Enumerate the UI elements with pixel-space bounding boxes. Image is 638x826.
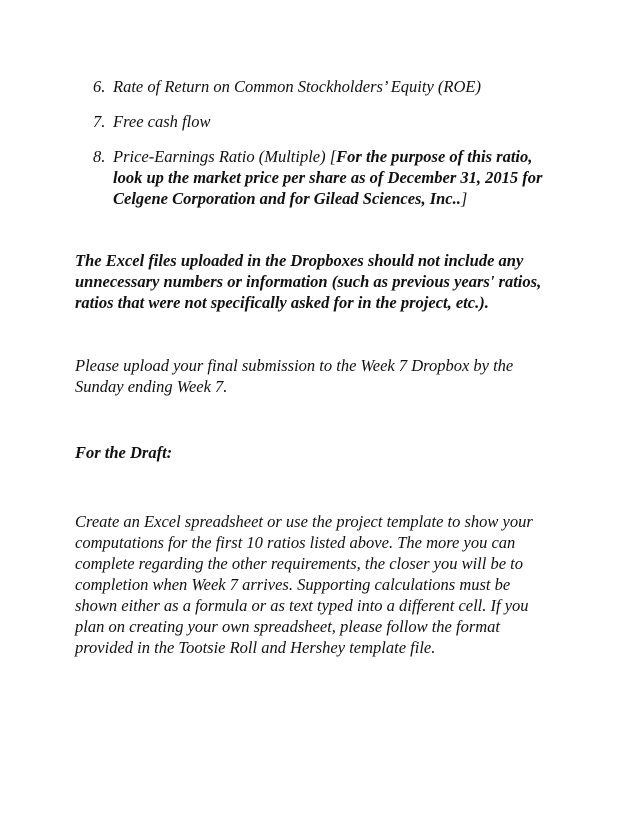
paragraph-line: The Excel files uploaded in the Dropboxes should not include any [75,251,524,270]
list-text: Rate of Return on Common Stockholders’ Equity (ROE) [113,77,481,96]
regular-text: Price-Earnings Ratio (Multiple) [ [113,147,337,166]
paragraph-line: Please upload your final submission to the Week 7 Dropbox by the [75,356,514,375]
paragraph-line: Create an Excel spreadsheet or use the project template to show your [75,512,533,531]
draft-heading: For the Draft: [75,443,173,462]
paragraph-line: unnecessary numbers or information (such as previous years' ratios, [75,272,542,291]
list-text-line [113,146,563,167]
upload-note [75,355,560,397]
paragraph-line: completion when Week 7 arrives. Supporting calculations must be [75,575,511,594]
draft-instructions [75,511,560,658]
list-text-line [113,188,563,209]
list-text: Free cash flow [113,112,211,131]
list-number: 6. [93,77,106,96]
paragraph-line: computations for the first 10 ratios listed above. The more you can [75,533,516,552]
list-text [113,146,563,209]
paragraph-line: Sunday ending Week 7. [75,377,228,396]
excel-files-note [75,250,560,313]
paragraph-line: complete regarding the other requirements, the closer you will be to [75,554,524,573]
paragraph-line: plan on creating your own spreadsheet, please follow the format [75,617,500,636]
list-number: 8. [93,147,106,166]
paragraph-line: provided in the Tootsie Roll and Hershey template file. [75,638,436,657]
bold-text: For the purpose of this ratio, [336,147,533,166]
list-number: 7. [93,112,106,131]
paragraph-line: shown either as a formula or as text typed into a different cell. If you [75,596,529,615]
paragraph-line: ratios that were not specifically asked for in the project, etc.). [75,293,489,312]
regular-text: ] [460,189,468,208]
list-text-line: look up the market price per share as of December 31, 2015 for [113,168,543,187]
bold-text: Celgene Corporation and for Gilead Sciences, Inc.. [113,189,461,208]
